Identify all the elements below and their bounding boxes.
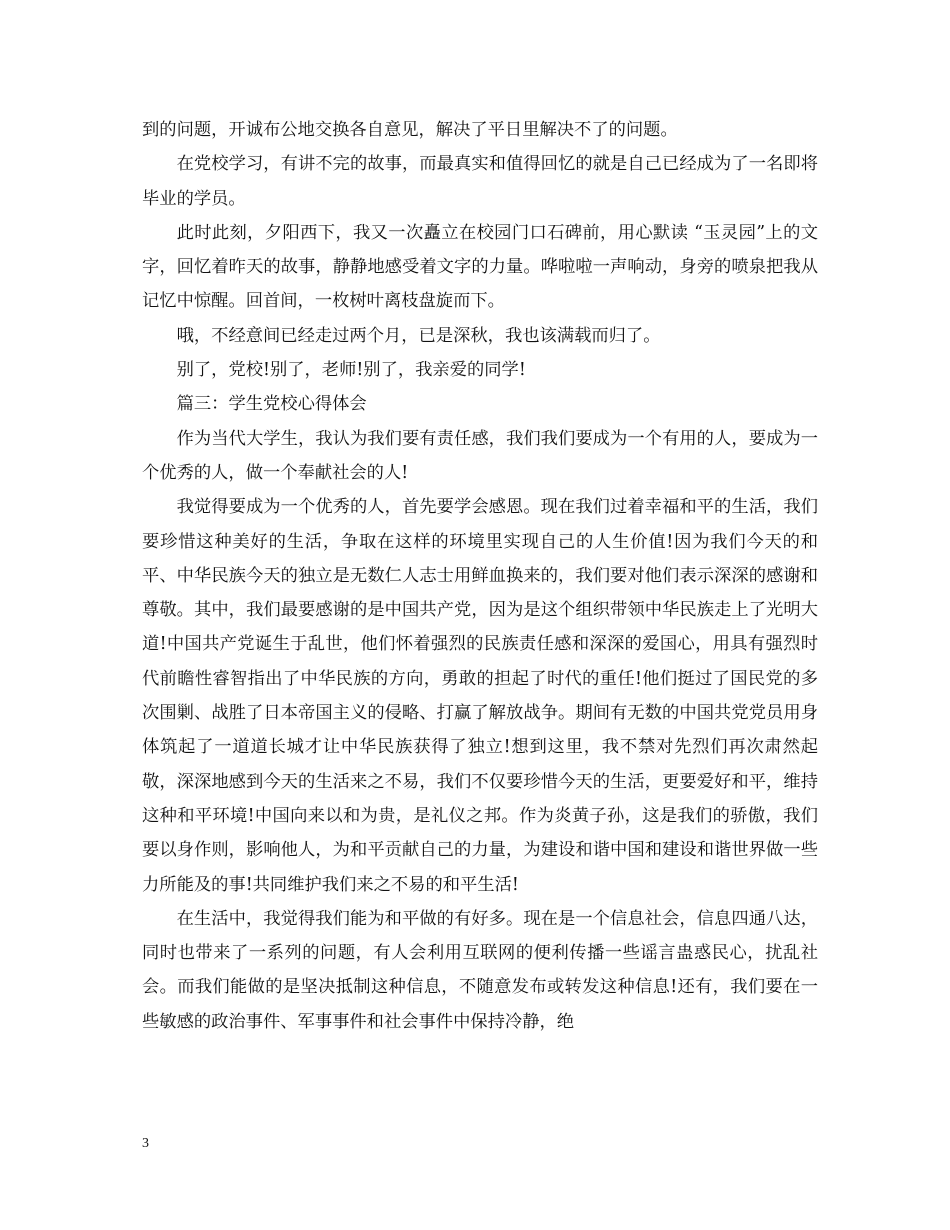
paragraph-farewell: 别了，党校!别了，老师!别了，我亲爱的同学!	[176, 360, 526, 381]
paragraph-two-months: 哦，不经意间已经走过两个月，已是深秋，我也该满载而归了。	[176, 325, 661, 346]
paragraph-responsibility: 作为当代大学生，我认为我们要有责任感，我们我们要成为一个有用的人，要成为一个优秀的人，做一个奉献社会的人!	[142, 428, 818, 483]
paragraph-sunset-reflection: 此时此刻，夕阳西下，我又一次矗立在校园门口石碑前，用心默读 “玉灵园”上的文字，回忆着昨天的故事，静静地感受着文字的力量。哗啦啦一声响动，身旁的喷泉把我从记忆中惊醒。回首间，一枚树叶离枝盘旋而下。	[142, 222, 818, 312]
paragraph-peace-life: 在生活中，我觉得我们能为和平做的有好多。现在是一个信息社会，信息四通八达，同时也带来了一系列的问题，有人会利用互联网的便利传播一些谣言蛊惑民心，扰乱社会。而我们能做的是坚决抵制这种信息，不随意发布或转发这种信息!还有，我们要在一些敏感的政治事件、军事事件和社会事件中保持冷静，绝	[142, 908, 818, 1032]
document-body	[142, 113, 818, 1039]
paragraph-continuation: 到的问题，开诚布公地交换各自意见，解决了平日里解决不了的问题。	[142, 120, 678, 140]
paragraph-study-memory: 在党校学习，有讲不完的故事，而最真实和值得回忆的就是自己已经成为了一名即将毕业的学员。	[142, 154, 818, 209]
page-number: 3	[142, 1136, 149, 1151]
section-heading: 篇三：学生党校心得体会	[176, 394, 367, 415]
paragraph-gratitude: 我觉得要成为一个优秀的人，首先要学会感恩。现在我们过着幸福和平的生活，我们要珍惜这种美好的生活，争取在这样的环境里实现自己的人生价值!因为我们今天的和平、中华民族今天的独立是无数仁人志士用鲜血换来的，我们要对他们表示深深的感谢和尊敬。其中，我们最要感谢的是中国共产党，因为是这个组织带领中华民族走上了光明大道!中国共产党诞生于乱世，他们怀着强烈的民族责任感和深深的爱国心，用具有强烈时代前瞻性睿智指出了中华民族的方向，勇敢的担起了时代的重任!他们挺过了国民党的多次围剿、战胜了日本帝国主义的侵略、打赢了解放战争。期间有无数的中国共党党员用身体筑起了一道道长城才让中华民族获得了独立!想到这里，我不禁对先烈们再次肃然起敬，深深地感到今天的生活来之不易，我们不仅要珍惜今天的生活，更要爱好和平，维持这种和平环境!中国向来以和为贵，是礼仪之邦。作为炎黄子孙，这是我们的骄傲，我们要以身作则，影响他人，为和平贡献自己的力量，为建设和谐中国和建设和谐世界做一些力所能及的事!共同维护我们来之不易的和平生活!	[142, 497, 818, 895]
